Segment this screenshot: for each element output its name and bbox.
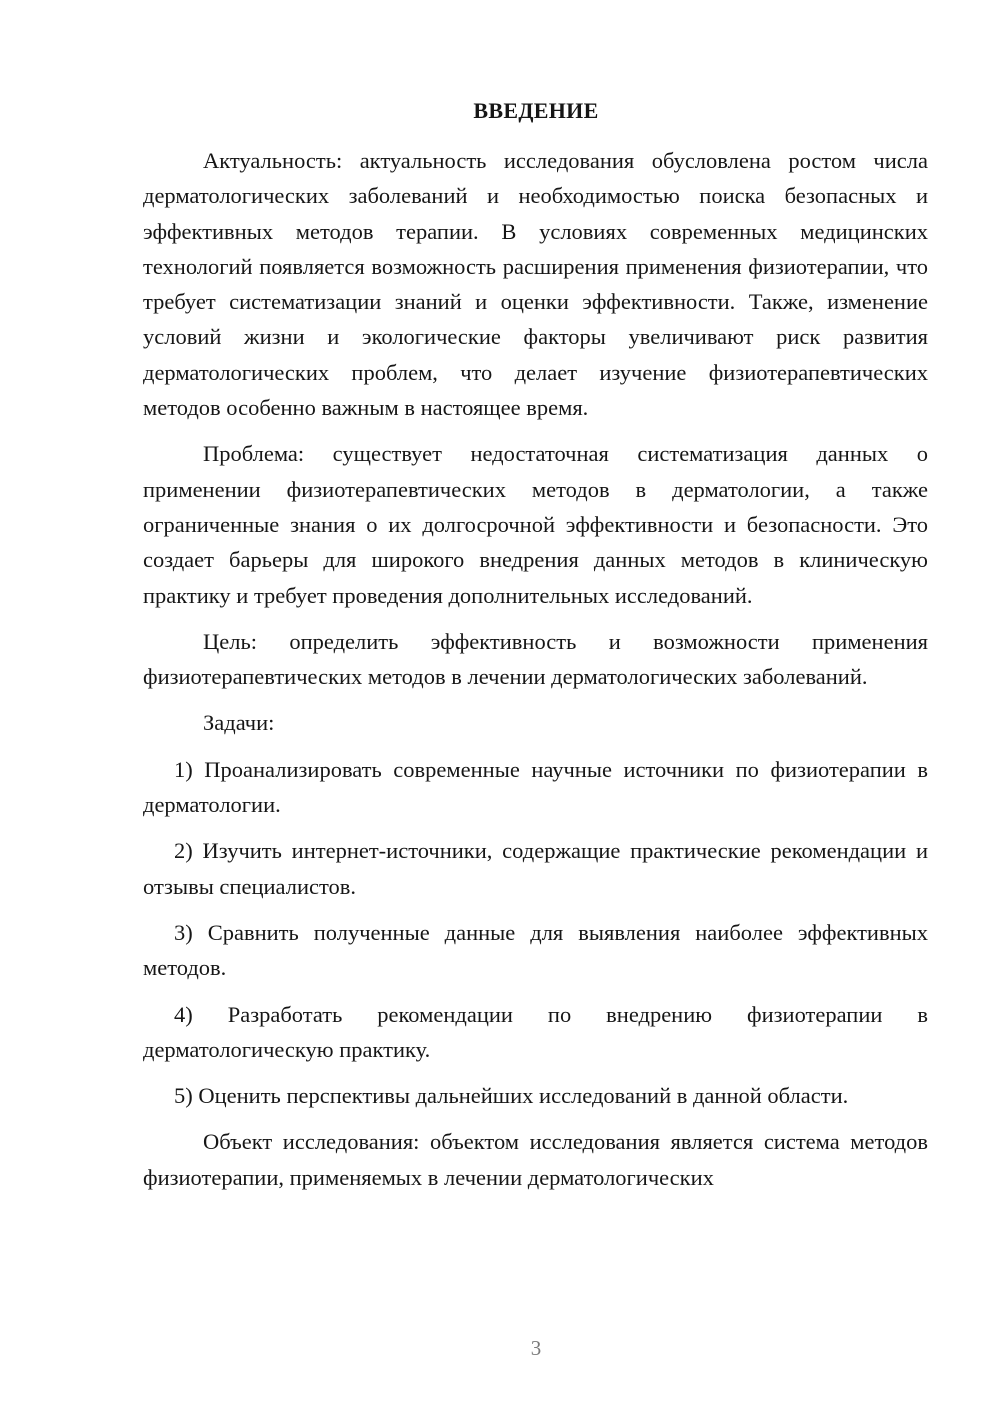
task-item: 2) Изучить интернет-источники, содержащие практические рекомендации и отзывы специалистов. — [143, 838, 928, 899]
section-title: ВВЕДЕНИЕ — [473, 98, 599, 123]
task-item: 1) Проанализировать современные научные источники по физиотерапии в дерматологии. — [143, 756, 928, 818]
page-number: 3 — [530, 1336, 542, 1360]
document-body — [143, 143, 928, 1195]
goal-paragraph: Цель: определить эффективность и возможности применения физиотерапевтических методов в лечении дерматологических заболеваний. — [143, 628, 928, 690]
tasks-heading: Задачи: — [203, 710, 275, 736]
task-item: 4) Разработать рекомендации по внедрению физиотерапии в дерматологическую практику. — [143, 1001, 928, 1062]
task-item: 3) Сравнить полученные данные для выявления наиболее эффективных методов. — [143, 919, 928, 981]
problem-paragraph: Проблема: существует недостаточная систематизация данных о применении физиотерапевтических методов в дерматологии, а также ограниченные знания о их долгосрочной эффективности и безопасности. Это создает барьеры для широкого внедрения данных методов в клиническую практику и требует проведения дополнительных исследований. — [143, 441, 928, 608]
object-paragraph: Объект исследования: объектом исследования является система методов физиотерапии, применяемых в лечении дерматологических — [143, 1129, 928, 1190]
relevance-paragraph: Актуальность: актуальность исследования обусловлена ростом числа дерматологических заболеваний и необходимостью поиска безопасных и эффективных методов терапии. В условиях современных медицинских технологий появляется возможность расширения применения физиотерапии, что требует систематизации знаний и оценки эффективности. Также, изменение условий жизни и экологические факторы увеличивают риск развития дерматологических проблем, что делает изучение физиотерапевтических методов особенно важным в настоящее время. — [143, 148, 928, 421]
task-item: 5) Оценить перспективы дальнейших исследований в данной области. — [174, 1083, 849, 1109]
